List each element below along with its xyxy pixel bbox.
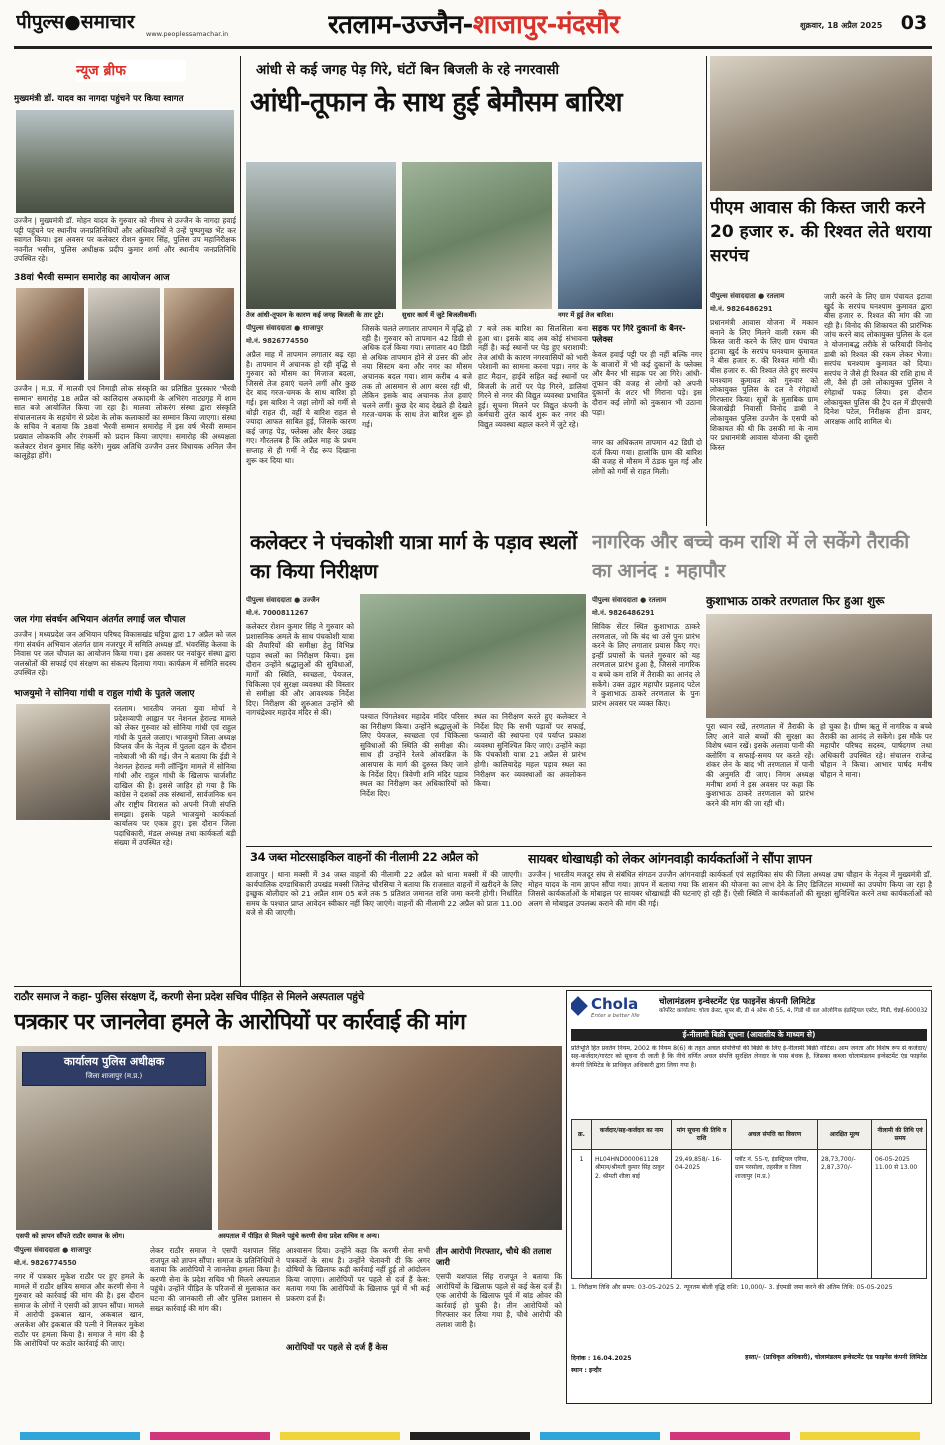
news-brief-label-text: न्यूज ब्रीफ <box>76 63 126 79</box>
storm-col-3: 7 बजे तक बारिश का सिलसिला बना हुआ था। इसके बाद अब कोई संभावना नहीं है। कई स्थानों पर पेड़ हुए धराशायी: तेज आंधी के कारण नगरवासियों को भारी परेशानी का सामना करना पड़ा। नगर के हाट मैदान, हाईवे सहित कई स्थानों पर बिजली के तारों पर पेड़ गिरने, डालियां गिरने से नगर की विद्युत व्यवस्था प्रभावित हुई। सूचना मिलने पर विद्युत कंपनी के कर्मचारी तुरंत कार्य शुरू कर नगर की विद्युत व्यवस्था बहाल करने में जुटे रहे। <box>478 324 588 429</box>
bribe-photo <box>710 56 932 191</box>
collector-col-2: पश्चात पिंगलेश्वर महादेव मंदिर परिसर का निरीक्षण किया। उन्होंने श्रद्धालुओं के लिए पेयजल, स्वच्छता एवं चिकित्सा सुविधाओं की स्थिति की समीक्षा की। साथ ही उन्होंने रेलवे ओवरब्रिज के आसपास के मार्ग की दुरुस्त किए जाने के निर्देश दिए। त्रिवेणी शनि मंदिर पड़ाव स्थल का निरीक्षण कर अधिकारियों को निर्देश दिए। <box>360 712 468 798</box>
collector-byline: पीपुल्स संवाददाता ● उज्जैन <box>246 596 320 604</box>
reg-swatch-cyan-2 <box>540 1432 660 1440</box>
journalist-col-2: लेकर राठौर समाज ने एसपी यशपाल सिंह राजपूत को ज्ञापन सौंपा। समाज के प्रतिनिधियों ने बताया कि आरोपियों ने जानलेवा हमला किया है। करणी सेना के प्रदेश सचिव भी मिलने अस्पताल पहुंचे। उन्होंने पीड़ित के परिजनों से मुलाकात कर घटना की जानकारी ली और पुलिस प्रशासन से सख्त कार्रवाई की मांग की। <box>150 1246 280 1313</box>
chola-signatory: हस्ता/- (प्राधिकृत अधिकारी), चोलामंडलम इन्वेस्टमेंट एंड फाइनेंस कंपनी लिमिटेड <box>745 1354 927 1361</box>
column-divider-right <box>706 56 707 526</box>
storm-photo-1-caption: तेज आंधी-तूफान के कारण कई जगह बिजली के तार टूटे। <box>246 311 384 319</box>
storm-extra: नगर का अधिकतम तापमान 42 डिग्री दो दर्ज किया गया। हालांकि ग्राम की बारिश की वजह से मौसम में ठंडक घुल गई और लोगों को गर्मी से राहत मिली। <box>592 438 702 476</box>
storm-headline: आंधी-तूफान के साथ हुई बेमौसम बारिश <box>250 87 622 118</box>
collector-headline: कलेक्टर ने पंचकोशी यात्रा मार्ग के पड़ाव स्थलों का किया निरीक्षण <box>250 530 577 583</box>
row-rule-lower <box>14 986 932 987</box>
pool-byline: पीपुल्स संवाददाता ● रतलाम <box>592 596 667 604</box>
chola-footer-place: स्थान : इन्दौर <box>571 1367 602 1374</box>
brief-4-photo <box>16 704 110 820</box>
pool-headline: नागरिक और बच्चे कम राशि में ले सकेंगे तैराकी का आनंद : महापौर <box>592 531 909 582</box>
logo-text: पीपुल्स●समाचार <box>16 11 135 33</box>
bribe-byline: पीपुल्स संवाददाता ● रतलाम <box>710 292 785 300</box>
journalist-photo-1-caption: एसपी को ज्ञापन सौंपते राठौर समाज के लोग। <box>16 1232 125 1240</box>
storm-photo-3 <box>558 162 702 309</box>
reg-swatch-cyan <box>20 1432 140 1440</box>
chola-td-2: HL04HND000061128 श्रीमान/श्रीमती कुमार सिंह ठाकुर 2. श्रीमती शीला बाई <box>592 1150 672 1278</box>
auction-story <box>246 850 522 982</box>
auction-body: शाजापुर | थाना मक्सी में 34 जब्त वाहनों की नीलामी 22 अप्रैल को थाना मक्सी में की जाएगी। कार्यपालिक दण्डाधिकारी उपखंड मक्सी जितेन्द्र चौरसिया ने बताया कि राजसात वाहनों में खरीदने के लिए इच्छुक बोलीदार को 21 अप्रैल शाम 05 बजे तक 5 प्रतिशत जमानत राशि जमा करनी होगी। निर्धारित समय के पश्चात प्राप्त आवेदन स्वीकार नहीं किए जाएंगे। वाहनों की नीलामी 22 अप्रैल को प्रातः 11.00 बजे से की जाएगी। <box>246 870 522 918</box>
chola-th-3: मांग सूचना की तिथि व राशि <box>672 1120 732 1150</box>
brief-1-body: उज्जैन | मुख्यमंत्री डॉ. मोहन यादव के गुरुवार को नीमच से उज्जैन के नागदा हवाई पट्टी पहुंचने पर स्थानीय जनप्रतिनिधियों और अधिकारियों ने उन्हें पुष्पगुच्छ भेंट कर स्वागत किया। इस अवसर पर कलेक्टर रोशन कुमार सिंह, पुलिस उप महानिरीक्षक नवनीत भसीन, पुलिस अधीक्षक प्रदीप कुमार शर्मा और स्थानीय जनप्रतिनिधि उपस्थित रहे। <box>14 216 236 264</box>
chola-table-header <box>572 1120 927 1150</box>
storm-col-1: अप्रैल माह में तापमान लगातार बढ़ रहा है। तापमान में अचानक हो रही वृद्धि से गुरुवार को मौसम का मिजाज बदला, जिससे तेज हवाएं चलने लगीं और कुछ देर बाद गरज-चमक के साथ बारिश हो गई। इस बारिश ने जहां लोगों को गर्मी से थोड़ी राहत दी, वहीं ये बारिश राहत से ज्यादा आफत साबित हुई, जिसके कारण कई जगह पेड़, फ्लेक्स और बैनर उखड़ गए। गौरतलब है कि अप्रैल माह के प्रथम सप्ताह से ही गर्मी ने रौद्र रूप दिखाना शुरू कर दिया था। <box>246 350 356 465</box>
pool-col-3: हो चुका है। ग्रीष्म ऋतु में नागरिक व बच्चे तैराकी का आनंद ले सकेंगे। इस मौके पर महापौर परिषद सदस्य, पार्षदगण तथा अधिकारी उपस्थित रहे। संचालन राजेन्द्र चौहान ने किया। आभार पार्षद मनीष चौहान ने माना। <box>820 722 932 779</box>
page-number: 03 <box>900 12 928 34</box>
chola-td-6: 06-05-2025 11.00 से 13.00 <box>875 1156 918 1172</box>
pool-col-1: सिविक सेंटर स्थित कुशाभाऊ ठाकरे तरणताल, जो कि बंद था उसे पुनः प्रारंभ करने के लिए लगातार प्रयास किए गए। इन्हीं प्रयासों के चलते गुरुवार को यह तरणताल प्रारंभ हुआ है, जिससे नागरिक व बच्चे कम राशि में तैराकी का आनंद ले सकेंगे। उक्त उद्गार महापौर प्रहलाद पटेल ने कुशाभाऊ ठाकरे तरणताल के पुनः प्रारंभ अवसर पर व्यक्त किए। <box>592 622 700 708</box>
masthead <box>0 0 945 52</box>
collector-story <box>246 528 586 846</box>
brief-1-headline: मुख्यमंत्री डॉ. यादव का नागदा पहुंचने पर किया स्वागत <box>14 94 184 104</box>
brief-2-photo-middle <box>88 288 160 380</box>
sp-office-sign <box>22 1052 206 1086</box>
chola-th-1: क्र. <box>572 1120 592 1150</box>
chola-notes: 1. निरीक्षण तिथि और समय: 03-05-2025 2. न्यूनतम बोली वृद्धि राशि: 10,000/- 3. ईएमडी जमा करने की अंतिम तिथि: 05-05-2025 <box>571 1284 893 1291</box>
chola-th-5: आरक्षित मूल्य <box>818 1120 872 1150</box>
section-title <box>328 5 698 45</box>
storm-photo-2-caption: सुधार कार्य में जुटे बिजलीकर्मी। <box>402 311 477 319</box>
chola-footer-date: दिनांक : 16.04.2025 <box>571 1355 632 1362</box>
journalist-photo-1 <box>16 1046 212 1230</box>
pool-photo <box>706 614 932 718</box>
chola-subtitle: ई-नीलामी बिक्री सूचना (आवासीय के माध्यम से) <box>571 1029 927 1041</box>
brief-3-body: उज्जैन | मध्यप्रदेश जन अभियान परिषद विकासखंड घट्टिया द्वारा 17 अप्रैल को जल गंगा संवर्धन अभियान अंतर्गत ग्राम नजरपुर में समिति अध्यक्ष डॉ. भंवरसिंह केलवा के निवास पर जल चौपाल का आयोजन किया गया। इस अवसर पर नवांकुर संस्था द्वारा जलस्रोतों की सफाई एवं संरक्षण का संकल्प दिलाया गया। कार्यक्रम में समिति सदस्य उपस्थित रहे। <box>14 630 236 678</box>
reg-swatch-magenta <box>150 1432 270 1440</box>
storm-byline: पीपुल्स संवाददाता ● शाजापुर <box>246 324 324 332</box>
brief-2-photo-right <box>164 288 234 380</box>
storm-story <box>246 56 702 526</box>
pool-col-2: पूरा ध्यान रखें, तरणताल में तैराकी के लिए आने वाले बच्चों की सुरक्षा का विशेष ध्यान रखें। इसके अलावा पानी की क्लोरिंग व सफाई-समय पर करते रहें। शंकर लेन के बाद भी तरणताल में पानी की अनुमति दी जाए। निगम अध्यक्ष मनीषा शर्मा ने इस अवसर पर कहा कि कुशाभाऊ ठाकरे तरणताल को प्रारंभ करने की मांग की जा रही थी। <box>706 722 814 808</box>
reg-swatch-magenta-2 <box>670 1432 790 1440</box>
bribe-col-2: जारी करने के लिए ग्राम पंचायत इटावा खुर्द के सरपंच घनश्याम कुमावत द्वारा बीस हजार रु. रिश्वत की मांग की जा रही है। विनोद की शिकायत की प्रारंभिक जांच करने बाद लोकायुक्त पुलिस के दल ने योजनाबद्ध तरीके से फरियादी विनोद डाबी को रिश्वत की रकम लेकर भेजा। सरपंच घनश्याम कुमावत को दिया। सरपंच ने जैसे ही रिश्वत की राशि हाथ में ली, वैसे ही उसे लोकायुक्त पुलिस ने रंगेहाथों पकड़ लिया। इस दौरान लोकायुक्त पुलिस की ट्रैप दल में डीएसपी दिनेश पटेल, निरीक्षक हीना डावर, आरक्षक आदि शामिल थे। <box>824 292 932 426</box>
section-title-right: शाजापुर-मंदसौर <box>472 10 620 40</box>
chola-table-row <box>572 1150 927 1278</box>
masthead-rule <box>14 46 932 49</box>
pool-story <box>592 528 932 846</box>
sp-office-sign-sub: जिला शाजापुर (म.प्र.) <box>85 1072 143 1080</box>
column-divider-left <box>240 56 241 986</box>
anganwadi-body: उज्जैन | भारतीय मजदूर संघ से संबंधित संगठन उज्जैन आंगनवाड़ी कार्यकर्ता एवं सहायिका संघ की जिला अध्यक्ष उषा चौहान के नेतृत्व में मुख्यमंत्री डॉ. मोहन यादव के नाम ज्ञापन सौंपा गया। ज्ञापन में बताया गया कि शासन की योजना का लाभ देने के लिए डिजिटल माध्यमों का उपयोग किया जा रहा है जिससे कार्यकर्ताओं के मोबाइल पर सायबर धोखाधड़ी की घटनाएं हो रही हैं। ऐसी स्थिति में कार्यकर्ताओं की सुरक्षा सुनिश्चित करने तथा कार्यकर्ताओं को अलग से मोबाइल उपलब्ध कराने की मांग की गई। <box>528 870 932 908</box>
bribe-headline: पीएम आवास की किस्त जारी करने 20 हजार रु. की रिश्वत लेते धराया सरपंच <box>710 198 932 266</box>
storm-kicker: आंधी से कई जगह पेड़ गिरे, घंटों बिन बिजली के रहे नगरवासी <box>256 62 559 78</box>
chola-logo-box <box>571 995 655 1025</box>
bribe-col-1: प्रधानमंत्री आवास योजना में मकान बनाने के लिए मिलने वाली रकम की किस्त जारी करने के लिए ग्राम पंचायत इटावा खुर्द के सरपंच घनश्याम कुमावत ने बीस हजार रु. की रिश्वत मांगी थी। बीस हजार रु. की रिश्वत लेते हुए सरपंच घनश्याम कुमावत को गुरुवार को लोकायुक्त पुलिस के दल ने रंगेहाथों गिरफ्तार किया। सूत्रों के मुताबिक ग्राम बिजाखेड़ी निवासी विनोद डाबी ने लोकायुक्त पुलिस उज्जैन के एसपी को शिकायत की थी कि उसकी मां के नाम पर प्रधानमंत्री आवास योजना की दूसरी किस्त <box>710 318 818 452</box>
issue-date: शुक्रवार, 18 अप्रैल 2025 <box>800 21 883 30</box>
news-brief-column <box>14 56 236 986</box>
brief-2-body: उज्जैन | म.प्र. में मालवी एवं निमाड़ी लोक संस्कृति का प्रतिष्ठित पुरस्कार 'भैरवी सम्मान' समारोह 18 अप्रैल को कालिदास अकादमी के अभिरंग नाट्यगृह में शाम सात बजे आयोजित किया जा रहा है। मालवा लोकरंग संस्था द्वारा संस्कृति संचालनालय के सहयोग से प्रदेश के लोक कलाकारों का सम्मान किया जाएगा। संस्था के सचिव ने बताया कि 38वां भैरवी सम्मान समारोह में इस वर्ष भैरवी सम्मान प्रख्यात लोककवि और रंगकर्मी को प्रदान किया जाएगा। समारोह की अध्यक्षता कलेक्टर रोशन कुमार सिंह करेंगे। मुख्य अतिथि उज्जैन उत्तर विधायक अनिल जैन कालूहेड़ा होंगे। <box>14 384 236 461</box>
journalist-subhead: आरोपियों पर पहले से दर्ज हैं केस <box>286 1342 388 1352</box>
journalist-story <box>14 990 562 1400</box>
sp-office-sign-title: कार्यालय पुलिस अधीक्षक <box>63 1055 165 1068</box>
chola-td-5: 28,73,700/- 2,87,370/- <box>818 1150 872 1278</box>
registration-bar <box>0 1428 945 1445</box>
news-brief-label <box>76 60 186 82</box>
chola-th-6: नीलामी की तिथि एवं समय <box>877 1127 923 1142</box>
anganwadi-story <box>528 850 932 982</box>
reg-swatch-yellow <box>280 1432 400 1440</box>
storm-col-2: जिसके चलते लगातार तापमान में वृद्धि हो रही है। गुरुवार को तापमान 42 डिग्री से अधिक दर्ज किया गया। लगातार 40 डिग्री से अधिक तापमान होने से उत्तर की ओर नया सिस्टम बना और नगर का मौसम अचानक बदल गया। शाम करीब 4 बजे तक तो आसमान से आग बरस रही थी, लेकिन इसके बाद अचानक तेज हवाएं चलने लगीं। कुछ देर बाद देखते ही देखते गरज-चमक के साथ तेज बारिश शुरू हो गई। <box>362 324 472 429</box>
section-title-left: रतलाम-उज्जैन- <box>328 10 473 40</box>
brief-1-photo <box>16 110 234 213</box>
website: www.peoplessamachar.in <box>146 30 229 38</box>
pool-mobile: मो.नं. 9826486291 <box>592 609 655 617</box>
reg-swatch-black <box>410 1432 530 1440</box>
collector-photo <box>360 594 586 708</box>
brief-4-headline: भाजयुमो ने सोनिया गांधी व राहुल गांधी के पुतले जलाए <box>14 689 195 699</box>
collector-mobile: मो.नं. 7000811267 <box>246 609 309 617</box>
bribe-mobile: मो.नं. 9826486291 <box>710 305 773 313</box>
journalist-sidebar-title: तीन आरोपी गिरफ्तार, चौथे की तलाश जारी <box>436 1246 552 1267</box>
brief-4-body: रतलाम। भारतीय जनता युवा मोर्चा ने प्रदेशव्यापी आह्वान पर नेशनल हेराल्ड मामले को लेकर गुरुवार को सोनिया गांधी एवं राहुल गांधी के पुतले जलाए। भाजयुमो जिला अध्यक्ष विप्लव जैन के नेतृत्व में पुतला दहन के दौरान नारेबाजी भी की गई। जैन ने बताया कि ईडी ने नेशनल हेराल्ड मनी लॉन्ड्रिंग मामले में सोनिया गांधी और राहुल गांधी के खिलाफ चार्जशीट दाखिल की है। इससे जाहिर हो गया है कि कांग्रेस ने दशकों तक संस्थानों, सार्वजनिक धन और राष्ट्रीय विरासत को अपनी निजी संपत्ति समझा। इसके पहले भाजयुमो कार्यकर्ता कार्यालय पर एकत्र हुए। इस दौरान जिला पदाधिकारी, मंडल अध्यक्ष तथा कार्यकर्ता बड़ी संख्या में उपस्थित रहे। <box>114 704 236 848</box>
storm-photo-1 <box>246 162 396 309</box>
brief-3-headline: जल गंगा संवर्धन अभियान अंतर्गत लगाई जल चौपाल <box>14 615 186 625</box>
chola-td-1: 1 <box>572 1150 592 1278</box>
chola-logo-text: Chola <box>591 995 639 1013</box>
journalist-byline: पीपुल्स संवाददाता ● शाजापुर <box>14 1246 92 1254</box>
chola-ad <box>566 990 932 1404</box>
pool-subhead: कुशाभाऊ ठाकरे तरणताल फिर हुआ शुरू <box>706 594 885 608</box>
journalist-photo-2 <box>218 1046 562 1230</box>
collector-col-3: स्थल का निरीक्षण करते हुए कलेक्टर ने निर्देश दिए कि सभी पड़ावों पर सफाई, फव्वारों की स्थापना एवं पर्याप्त प्रकाश व्यवस्था सुनिश्चित किए जाएं। उन्होंने कहा कि पंचकोशी यात्रा 21 अप्रैल से प्रारंभ होगी। कालियादेह महल पड़ाव स्थल का निरीक्षण कर व्यवस्थाओं का अवलोकन किया। <box>474 712 586 789</box>
brief-2-photo-left <box>16 288 84 380</box>
journalist-photo-2-caption: अस्पताल में पीड़ित से मिलने पहुंचे करणी सेना प्रदेश सचिव व अन्य। <box>218 1232 380 1240</box>
bribe-story <box>710 56 932 526</box>
row-rule-mid <box>246 846 932 847</box>
journalist-col-1: नगर में पत्रकार मुकेश राठौर पर हुए हमले के मामले में राठौर क्षत्रिय समाज और करणी सेना ने गुरुवार को कार्रवाई की मांग की है। इस दौरान समाज के लोगों ने एसपी को ज्ञापन सौंपा। मामले में आरोपी इकबाल खान, अकबाल खान, अलकेश और इकबाल की पत्नी ने मिलकर मुकेश राठौर पर हमला किया है। समाज ने मांग की है कि आरोपियों पर कठोर कार्रवाई की जाए। <box>14 1272 144 1349</box>
storm-sidebar-title: सड़क पर गिरे दुकानों के बैनर-फ्लेक्स <box>592 324 686 345</box>
chola-logo-mark-icon <box>571 996 588 1016</box>
chola-th-2: कर्जदार/सह-कर्जदार का नाम <box>592 1120 672 1150</box>
journalist-kicker: राठौर समाज ने कहा- पुलिस संरक्षण दें, करणी सेना प्रदेश सचिव पीड़ित से मिलने अस्पताल पहुंचे <box>14 991 364 1003</box>
storm-photo-3-caption: नगर में हुई तेज बारिश। <box>558 311 614 319</box>
anganwadi-headline: सायबर धोखाधड़ी को लेकर आंगनवाड़ी कार्यकर्ताओं ने सौंपा ज्ञापन <box>528 851 812 866</box>
storm-sidebar-body: केवल हवाई पट्टी पर ही नहीं बल्कि नगर के बाजारों में भी कई दुकानों के फ्लेक्स और बैनर भी सड़क पर आ गिरे। आंधी-तूफान की वजह से लोगों को अपनी दुकानों के शटर भी गिराना पड़े। इस दौरान कई लोगों को नुकसान भी उठाना पड़ा। <box>592 350 702 417</box>
journalist-mobile: मो.नं. 9826774550 <box>14 1259 77 1267</box>
chola-tagline: Enter a better life <box>591 1013 640 1019</box>
journalist-col-3: आश्वासन दिया। उन्होंने कहा कि करणी सेना सभी पत्रकारों के साथ है। उन्होंने चेतावनी दी कि अगर दोषियों के खिलाफ कड़ी कार्रवाई नहीं हुई तो आंदोलन किया जाएगा। आरोपियों पर पहले से दर्ज हैं केस: बताया गया कि आरोपियों के खिलाफ पूर्व में भी कई प्रकरण दर्ज हैं। <box>286 1246 430 1303</box>
chola-title: चोलामंडलम इन्वेस्टमेंट एंड फाइनेंस कंपनी लिमिटेड <box>659 997 815 1007</box>
brief-2-headline: 38वां भैरवी सम्मान समारोह का आयोजन आज <box>14 273 170 283</box>
journalist-headline: पत्रकार पर जानलेवा हमले के आरोपियों पर कार्रवाई की मांग <box>14 1010 466 1035</box>
reg-swatch-yellow-2 <box>800 1432 920 1440</box>
storm-photo-2 <box>402 162 552 309</box>
chola-th-4: अचल संपत्ति का विवरण <box>732 1120 818 1150</box>
journalist-sidebar-body: एसपी यशपाल सिंह राजपूत ने बताया कि आरोपियों के खिलाफ पहले से कई केस दर्ज हैं। एक आरोपी के खिलाफ पूर्व में बांड ओवर की कार्रवाई हो चुकी है। तीन आरोपियों को गिरफ्तार कर लिया गया है, चौथे आरोपी की तलाश जारी है। <box>436 1272 562 1329</box>
storm-mobile: मो.नं. 9826774550 <box>246 337 309 345</box>
chola-td-3: 29,49,858/- 16-04-2025 <box>672 1150 732 1278</box>
collector-col-1: कलेक्टर रोशन कुमार सिंह ने गुरुवार को प्रशासनिक अमले के साथ पंचकोशी यात्रा की तैयारियों की समीक्षा हेतु विभिन्न पड़ाव स्थलों का निरीक्षण किया। इस दौरान उन्होंने श्रद्धालुओं की सुविधाओं, मार्गों की स्थिति, स्वच्छता, पेयजल, चिकित्सा एवं सुरक्षा व्यवस्था की विस्तार से समीक्षा की और आवश्यक निर्देश दिए। निरीक्षण की शुरुआत उन्होंने श्री नागचंद्रेश्वर महादेव मंदिर से की। <box>246 622 354 718</box>
auction-headline: 34 जब्त मोटरसाइकिल वाहनों की नीलामी 22 अप्रैल को <box>250 850 478 864</box>
chola-td-4: प्लॉट नं. 55-ए, इंडस्ट्रियल एरिया, ग्राम परसोला, तहसील व जिला शाजापुर (म.प्र.) <box>732 1150 818 1278</box>
chola-address: कॉर्पोरेट कार्यालय: चोला क्रेस्ट, सुपर बी, डी 4 ऑफ थी 55, 4, गिंडी थी वल ओलोगिक इंडस्ट्रियल एस्टेट, गिंडी, चेन्नई-600032 <box>659 1008 928 1014</box>
chola-table <box>571 1119 927 1279</box>
storm-sidebar <box>592 324 702 520</box>
journalist-sidebar <box>436 1246 562 1398</box>
chola-intro: प्रतिभूति हित प्रवर्तन नियम, 2002 के नियम 8(6) के तहत अचल संपत्तियों की बिक्री के लिए ई-नीलामी बिक्री नोटिस। आम जनता और विशेष रूप से कर्जदार/सह-कर्जदार/गारंटर को सूचना दी जाती है कि नीचे वर्णित अचल संपत्ति सुरक्षित लेनदार के पास बंधक है, जिसका कब्जा चोलामंडलम इन्वेस्टमेंट एंड फाइनेंस कंपनी लिमिटेड के प्राधिकृत अधिकारी द्वारा लिया गया है। <box>571 1045 927 1069</box>
